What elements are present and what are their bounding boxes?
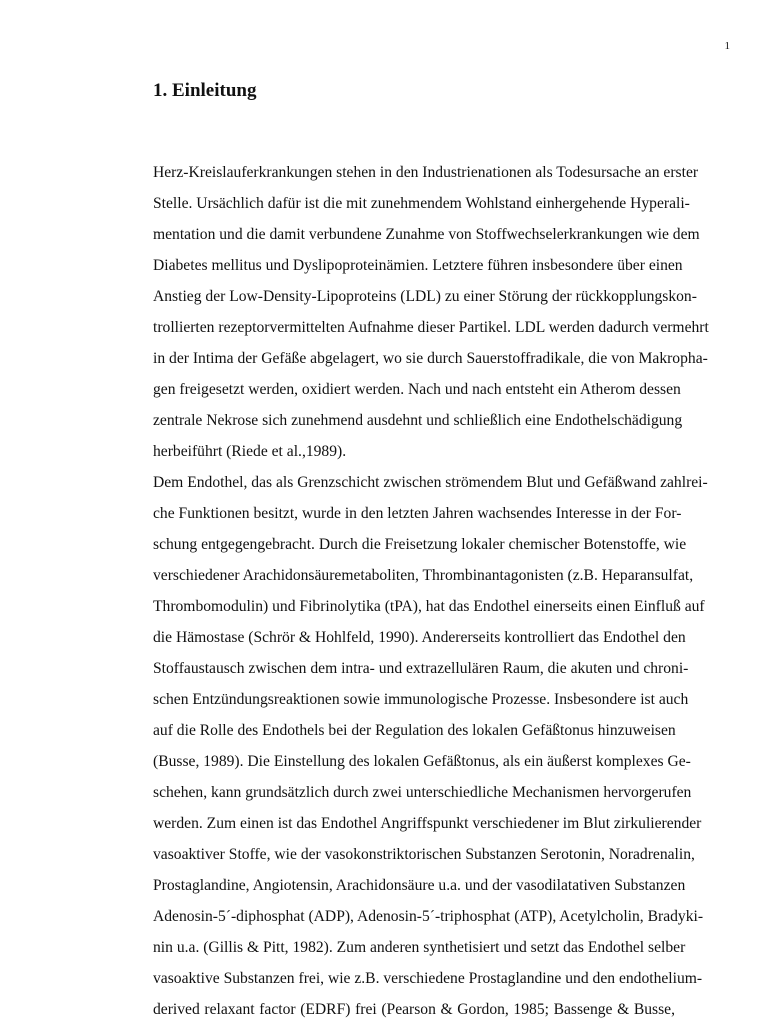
text-line: Dem Endothel, das als Grenzschicht zwischen strömendem Blut und Gefäßwand zahlrei- bbox=[153, 474, 708, 491]
text-line: vasoaktiver Stoffe, wie der vasokonstriktorischen Substanzen Serotonin, Noradrenalin, bbox=[153, 846, 695, 863]
text-line: verschiedener Arachidonsäuremetaboliten, Thrombinantagonisten (z.B. Heparansulfat, bbox=[153, 567, 694, 584]
text-line: che Funktionen besitzt, wurde in den letzten Jahren wachsendes Interesse in der For- bbox=[153, 505, 682, 522]
text-line: Anstieg der Low-Density-Lipoproteins (LDL) zu einer Störung der rückkopplungskon- bbox=[153, 288, 697, 305]
text-line: gen freigesetzt werden, oxidiert werden. Nach und nach entsteht ein Atherom dessen bbox=[153, 381, 681, 398]
text-line: Stoffaustausch zwischen dem intra- und extrazellulären Raum, die akuten und chroni- bbox=[153, 660, 689, 677]
body-text bbox=[153, 159, 709, 1027]
text-line: trollierten rezeptorvermittelten Aufnahme dieser Partikel. LDL werden dadurch vermehrt bbox=[153, 319, 709, 336]
text-line: Adenosin-5´-diphosphat (ADP), Adenosin-5´-triphosphat (ATP), Acetylcholin, Bradyki- bbox=[153, 908, 704, 925]
text-line: die Hämostase (Schrör & Hohlfeld, 1990). Andererseits kontrolliert das Endothel den bbox=[153, 629, 686, 646]
text-line: zentrale Nekrose sich zunehmend ausdehnt und schließlich eine Endothelschädigung bbox=[153, 412, 683, 429]
text-line: Diabetes mellitus und Dyslipoproteinämien. Letztere führen insbesondere über einen bbox=[153, 257, 683, 274]
text-line: auf die Rolle des Endothels bei der Regulation des lokalen Gefäßtonus hinzuweisen bbox=[153, 722, 676, 739]
page-number: 1 bbox=[724, 40, 730, 52]
text-line: nin u.a. (Gillis & Pitt, 1982). Zum anderen synthetisiert und setzt das Endothel selber bbox=[153, 939, 686, 956]
text-line: Herz-Kreislauferkrankungen stehen in den Industrienationen als Todesursache an erster bbox=[153, 164, 699, 181]
text-line: vasoaktive Substanzen frei, wie z.B. verschiedene Prostaglandine und den endothelium- bbox=[153, 970, 703, 987]
text-line: mentation und die damit verbundene Zunahme von Stoffwechselerkrankungen wie dem bbox=[153, 226, 700, 243]
text-line: Stelle. Ursächlich dafür ist die mit zunehmendem Wohlstand einhergehende Hyperali- bbox=[153, 195, 690, 212]
text-line: (Busse, 1989). Die Einstellung des lokalen Gefäßtonus, als ein äußerst komplexes Ge- bbox=[153, 753, 691, 770]
text-line: schehen, kann grundsätzlich durch zwei unterschiedliche Mechanismen hervorgerufen bbox=[153, 784, 692, 801]
chapter-title: 1. Einleitung bbox=[153, 80, 257, 101]
text-line: derived relaxant factor (EDRF) frei (Pearson & Gordon, 1985; Bassenge & Busse, bbox=[153, 1001, 675, 1018]
text-line: Thrombomodulin) und Fibrinolytika (tPA), hat das Endothel einerseits einen Einfluß auf bbox=[153, 598, 705, 615]
text-line: herbeiführt (Riede et al.,1989). bbox=[153, 443, 347, 460]
text-line: schung entgegengebracht. Durch die Freisetzung lokaler chemischer Botenstoffe, wie bbox=[153, 536, 687, 553]
text-line: werden. Zum einen ist das Endothel Angriffspunkt verschiedener im Blut zirkulierender bbox=[153, 815, 702, 832]
text-line: in der Intima der Gefäße abgelagert, wo sie durch Sauerstoffradikale, die von Makropha- bbox=[153, 350, 708, 367]
text-line: Prostaglandine, Angiotensin, Arachidonsäure u.a. und der vasodilatativen Substanzen bbox=[153, 877, 686, 894]
text-line: schen Entzündungsreaktionen sowie immunologische Prozesse. Insbesondere ist auch bbox=[153, 691, 689, 708]
